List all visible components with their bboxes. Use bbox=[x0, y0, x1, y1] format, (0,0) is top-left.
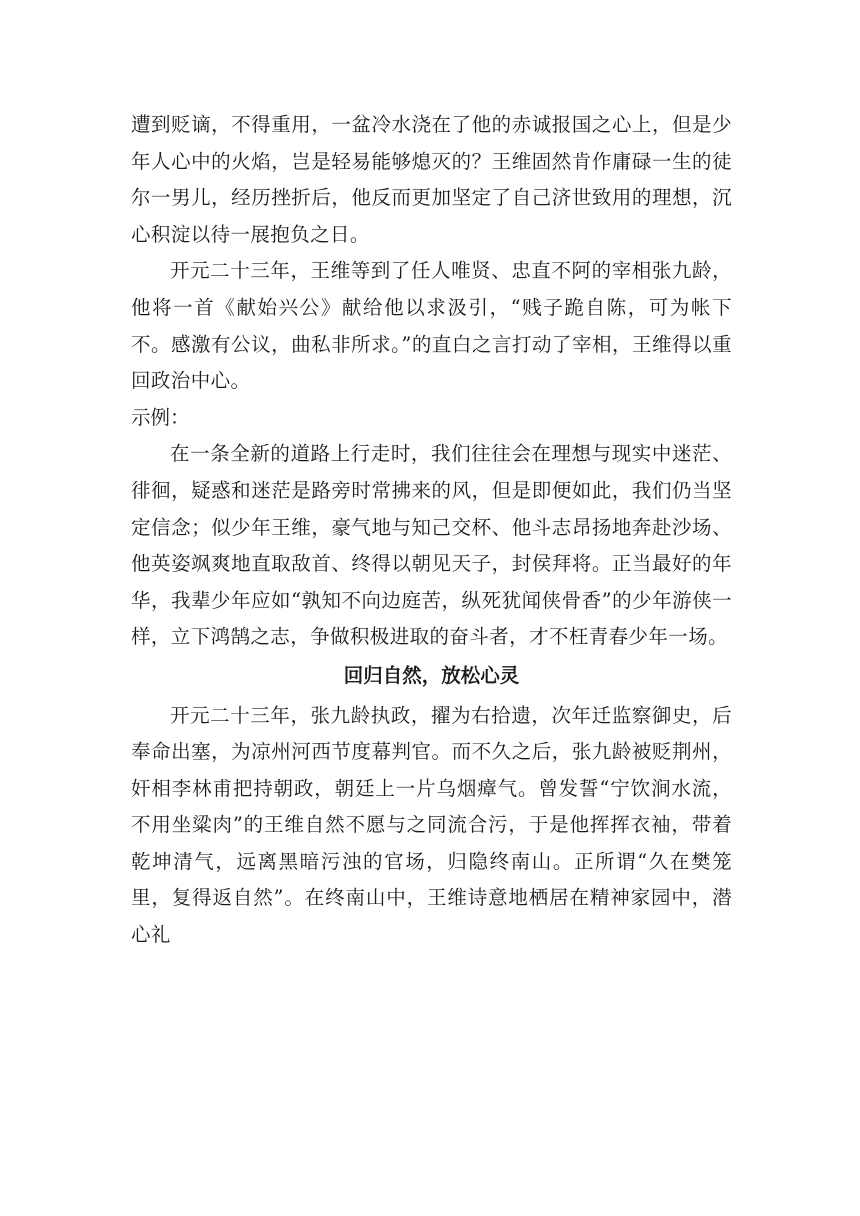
paragraph-return-to-nature: 开元二十三年，张九龄执政，擢为右拾遗，次年迁监察御史，后奉命出塞，为凉州河西节度幕判官。而不久之后，张九龄被贬荆州，奸相李林甫把持朝政，朝廷上一片乌烟瘴气。曾发誓“宁饮涧水流，不用坐粱肉”的王维自然不愿与之同流合污，于是他挥挥衣袖，带着乾坤清气，远离黑暗污浊的官场，归隐终南山。正所谓“久在樊笼里，复得返自然”。在终南山中，王维诗意地栖居在精神家园中，潜心礼 bbox=[131, 703, 732, 947]
paragraph-demotion: 遭到贬谪，不得重用，一盆冷水浇在了他的赤诚报国之心上，但是少年人心中的火焰，岂是轻易能够熄灭的？王维固然肯作庸碌一生的徒尔一男儿，经历挫折后，他反而更加坚定了自己济世致用的理想，沉心积淀以待一展抱负之日。 bbox=[131, 113, 732, 246]
paragraph-example: 在一条全新的道路上行走时，我们往往会在理想与现实中迷茫、徘徊，疑惑和迷茫是路旁时常拂来的风，但是即便如此，我们仍当坚定信念；似少年王维，豪气地与知己交杯、他斗志昂扬地奔赴沙场、他英姿飒爽地直取敌首、终得以朝见天子，封侯拜将。正当最好的年华，我辈少年应如“孰知不向边庭苦，纵死犹闻侠骨香”的少年游侠一样，立下鸿鹄之志，争做积极进取的奋斗者，才不枉青春少年一场。 bbox=[131, 442, 732, 649]
document-page bbox=[131, 107, 732, 954]
paragraph-zhang-jiuling: 开元二十三年，王维等到了任人唯贤、忠直不阿的宰相张九龄，他将一首《献始兴公》献给他以求汲引，“贱子跪自陈，可为帐下不。感激有公议，曲私非所求。”的直白之言打动了宰相，王维得以重回政治中心。 bbox=[131, 259, 732, 393]
example-label: 示例： bbox=[131, 405, 190, 429]
section-heading: 回归自然，放松心灵 bbox=[343, 663, 520, 687]
